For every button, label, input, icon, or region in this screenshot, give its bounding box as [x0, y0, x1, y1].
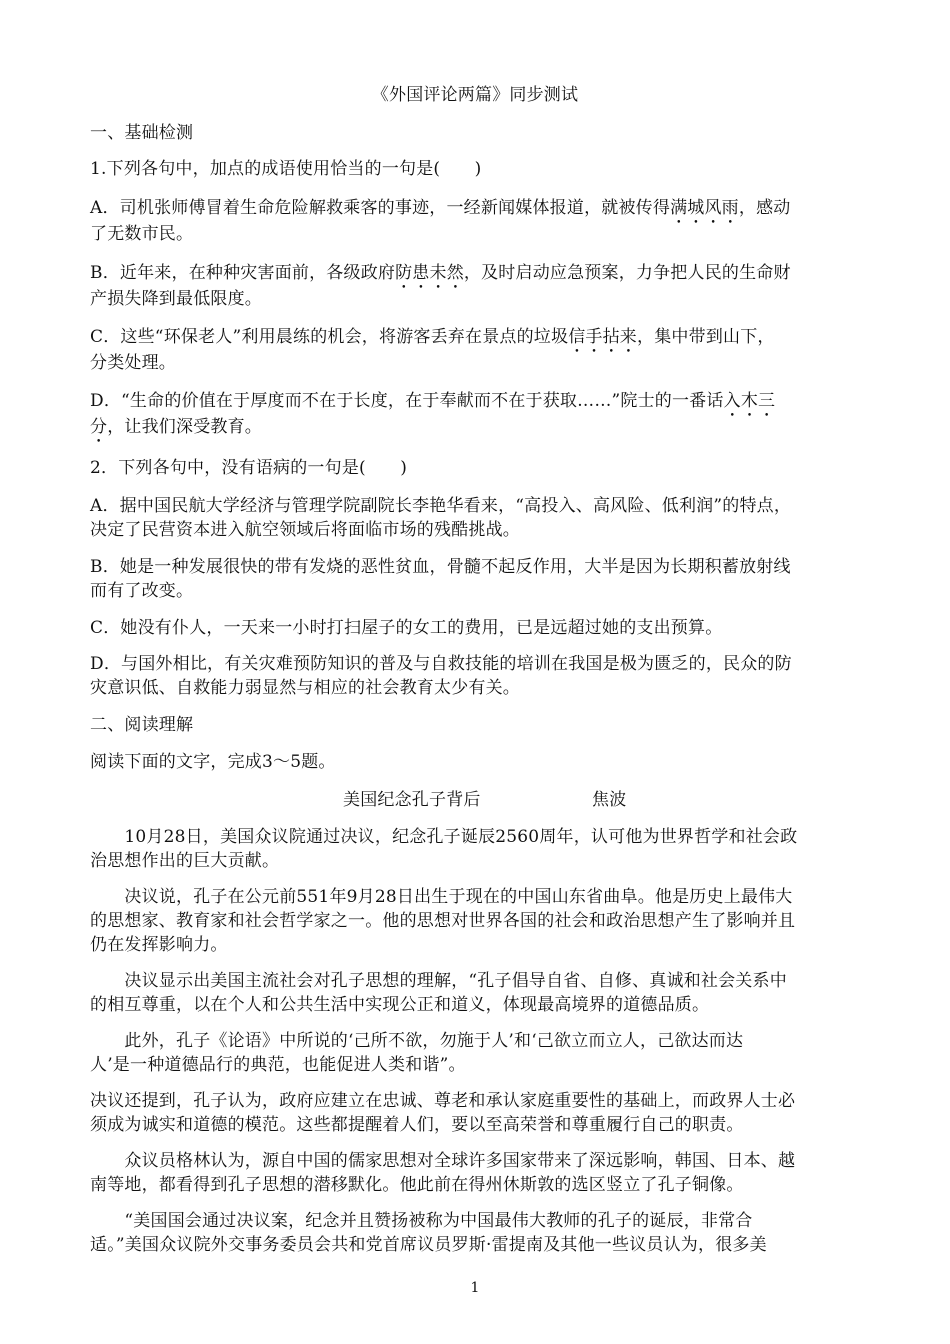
article-paragraph-3-line-2: 的相互尊重，以在个人和公共生活中实现公正和道义，体现最高境界的道德品质。 [90, 995, 710, 1015]
q2-option-c-line-1: C．她没有仆人，一天来一小时打扫屋子的女工的费用，已是远超过她的支出预算。 [90, 618, 723, 638]
q1-option-a-text-end: ，感动 [738, 198, 791, 218]
article-paragraph-6-line-1: 众议员格林认为，源自中国的儒家思想对全球许多国家带来了深远影响，韩国、日本、越 [90, 1151, 796, 1171]
article-paragraph-7-line-1: “美国国会通过决议案，纪念并且赞扬被称为中国最伟大教师的孔子的诞辰，非常合 [90, 1211, 753, 1231]
q1-option-d-text: D．“生命的价值在于厚度而不在于长度，在于奉献而不在于获取……”院士的一番话 [90, 391, 724, 411]
q2-option-a-line-1: A．据中国民航大学经济与管理学院副院长李艳华看来，“高投入、高风险、低利润”的特点， [90, 496, 792, 516]
q1-option-c-text-end: ，集中带到山下， [637, 327, 775, 347]
question-2-stem: 2．下列各句中，没有语病的一句是( ) [90, 458, 408, 478]
section-heading-reading: 二、阅读理解 [90, 715, 194, 735]
article-paragraph-4-line-1: 此外，孔子《论语》中所说的‘己所不欲，勿施于人’和‘己欲立而立人，己欲达而达 [90, 1031, 744, 1051]
q1-option-c-idiom: 信手拈来 [568, 327, 638, 347]
q2-option-d-line-1: D．与国外相比，有关灾难预防知识的普及与自救技能的培训在我国是极为匮乏的，民众的防 [90, 654, 792, 674]
article-paragraph-2-line-1: 决议说，孔子在公元前551年9月28日出生于现在的中国山东省曲阜。他是历史上最伟大 [90, 887, 793, 907]
q1-option-d-idiom-end: 分 [90, 417, 108, 437]
q1-option-b-line-2: 产损失降到最低限度。 [90, 289, 262, 309]
article-paragraph-2-line-3: 仍在发挥影响力。 [90, 935, 228, 955]
article-author: 焦波 [592, 790, 627, 810]
article-title: 美国纪念孔子背后 [343, 790, 481, 810]
article-paragraph-6-line-2: 南等地，都看得到孔子思想的潜移默化。他此前在得州休斯敦的选区竖立了孔子铜像。 [90, 1175, 744, 1195]
q1-option-c-text: C．这些“环保老人”利用晨练的机会，将游客丢弃在景点的垃圾 [90, 327, 569, 347]
q1-option-a-text: A．司机张师傅冒着生命危险解救乘客的事迹，一经新闻媒体报道，就被传得 [90, 198, 671, 218]
reading-instruction: 阅读下面的文字，完成3～5题。 [90, 752, 336, 772]
q1-option-b-text-end: ，及时启动应急预案，力争把人民的生命财 [463, 263, 791, 283]
q2-option-a-line-2: 决定了民营资本进入航空领域后将面临市场的残酷挑战。 [90, 520, 520, 540]
article-paragraph-4-line-2: 人’是一种道德品行的典范，也能促进人类和谐”。 [90, 1055, 466, 1075]
question-1-stem: 1.下列各句中，加点的成语使用恰当的一句是( ) [90, 159, 482, 179]
q1-option-a-idiom: 满城风雨 [670, 198, 739, 218]
article-paragraph-3-line-1: 决议显示出美国主流社会对孔子思想的理解，“孔子倡导自省、自修、真诚和社会关系中 [90, 971, 787, 991]
q1-option-a-line-2: 了无数市民。 [90, 224, 194, 244]
q2-option-b-line-1: B．她是一种发展很快的带有发烧的恶性贫血，骨髓不起反作用，大半是因为长期积蓄放射线 [90, 557, 791, 577]
article-paragraph-1-line-2: 治思想作出的巨大贡献。 [90, 851, 280, 871]
q2-option-b-line-2: 而有了改变。 [90, 581, 194, 601]
q2-option-d-line-2: 灾意识低、自救能力弱显然与相应的社会教育太少有关。 [90, 678, 520, 698]
article-paragraph-7-line-2: 适。”美国众议院外交事务委员会共和党首席议员罗斯·雷提南及其他一些议员认为，很多美 [90, 1235, 767, 1255]
article-paragraph-5-line-1: 决议还提到，孔子认为，政府应建立在忠诚、尊老和承认家庭重要性的基础上，而政界人士必 [90, 1091, 796, 1111]
article-paragraph-5-line-2: 须成为诚实和道德的模范。这些都提醒着人们，要以至高荣誉和尊重履行自己的职责。 [90, 1115, 744, 1135]
q1-option-d-idiom: 入木三 [723, 391, 776, 411]
document-title: 《外国评论两篇》同步测试 [371, 85, 579, 105]
q1-option-b-text: B．近年来，在种种灾害面前，各级政府 [90, 263, 396, 283]
page-number: 1 [470, 1280, 480, 1296]
q1-option-d-line-2 [90, 415, 880, 447]
q1-option-c-line-2: 分类处理。 [90, 353, 176, 373]
q1-option-b-idiom: 防患未然 [395, 263, 464, 283]
section-heading-basic: 一、基础检测 [90, 123, 194, 143]
article-paragraph-1-line-1: 10月28日，美国众议院通过决议，纪念孔子诞辰2560周年，认可他为世界哲学和社会政 [90, 827, 798, 847]
article-paragraph-2-line-2: 的思想家、教育家和社会哲学家之一。他的思想对世界各国的社会和政治思想产生了影响并且 [90, 911, 796, 931]
q1-option-d-text-end: ，让我们深受教育。 [107, 417, 263, 437]
